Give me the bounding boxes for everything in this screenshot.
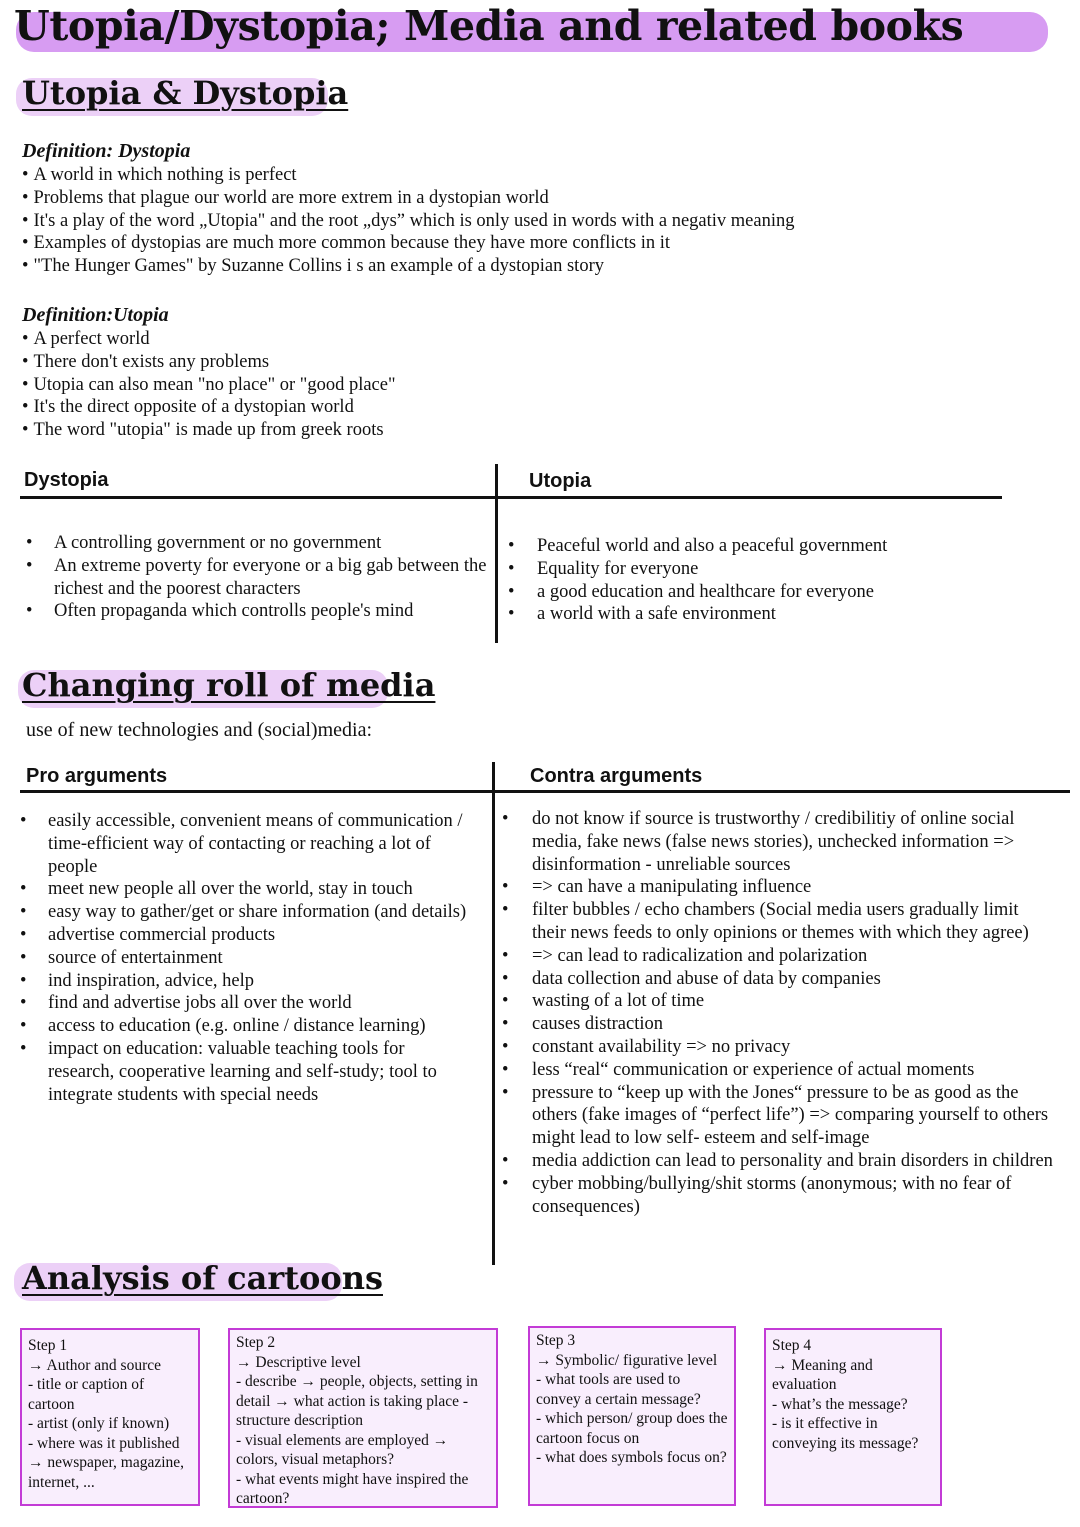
step-line: - what’s the message? [772, 1395, 908, 1413]
list-item: • Peaceful world and also a peaceful government [500, 535, 1060, 558]
page-title: Utopia/Dystopia; Media and related books [14, 2, 964, 50]
list-item: • source of entertainment [22, 947, 472, 970]
dystopia-definition [22, 140, 1002, 278]
table-header-contra: Contra arguments [530, 765, 703, 787]
definition-list [22, 164, 1002, 278]
list-item: • Examples of dystopias are much more common because they have more conflicts in it [22, 232, 1002, 255]
cartoon-step-4 [764, 1328, 942, 1506]
list-item: • a good education and healthcare for everyone [500, 581, 1060, 604]
list-item: • meet new people all over the world, stay in touch [22, 878, 472, 901]
list-item: • Often propaganda which controlls people's mind [22, 600, 494, 623]
list-item: • causes distraction [496, 1013, 1056, 1036]
definition-title: Definition: Dystopia [22, 140, 191, 162]
pro-arguments-list [22, 810, 472, 1106]
step-line: - artist (only if known) [28, 1415, 170, 1432]
definition-title: Definition:Utopia [22, 304, 169, 326]
table-header-pro: Pro arguments [26, 765, 168, 787]
list-item: • easy way to gather/get or share information (and details) [22, 901, 472, 924]
utopia-definition [22, 304, 1002, 442]
table-divider-vertical [492, 762, 495, 1265]
list-item: • It's the direct opposite of a dystopian world [22, 396, 1002, 419]
list-item: • impact on education: valuable teaching tools for research, cooperative learning and self-study; tool to integrate students with special needs [22, 1038, 472, 1106]
step-line: → Symbolic/ figurative level [536, 1351, 718, 1369]
cartoon-step-3 [528, 1326, 736, 1506]
list-item: • filter bubbles / echo chambers (Social media users gradually limit their news feeds to only opinions or themes with which they agree) [496, 899, 1056, 945]
step-title: Step 3 [536, 1332, 576, 1349]
step-line: - title or caption of cartoon [28, 1376, 145, 1413]
section-heading-cartoons: Analysis of cartoons [22, 1259, 383, 1297]
list-item: • Problems that plague our world are more extrem in a dystopian world [22, 187, 1002, 210]
list-item: • wasting of a lot of time [496, 990, 1056, 1013]
list-item: • The word "utopia" is made up from greek roots [22, 419, 1002, 442]
dystopia-traits-list [22, 532, 494, 623]
list-item: • Equality for everyone [500, 558, 1060, 581]
step-line: - describe → people, objects, setting in detail → what action is taking place - structure description [236, 1373, 478, 1429]
step-title: Step 1 [28, 1337, 68, 1354]
table-divider-horizontal [20, 790, 1070, 793]
table-header-dystopia: Dystopia [24, 469, 109, 491]
step-line: - what events might have inspired the cartoon? [236, 1470, 469, 1507]
step-line: - where was it published [28, 1434, 180, 1452]
table-header-utopia: Utopia [529, 470, 592, 492]
step-line: → Author and source [28, 1356, 162, 1374]
step-title: Step 2 [236, 1334, 276, 1351]
definition-list [22, 328, 1002, 442]
list-item: • A world in which nothing is perfect [22, 164, 1002, 187]
list-item: • => can lead to radicalization and polarization [496, 945, 1056, 968]
list-item: • do not know if source is trustworthy / credibilitiy of online social media, fake news (false news stories), unchecked information => disinformation - unreliable sources [496, 808, 1056, 876]
list-item: • easily accessible, convenient means of communication / time-efficient way of contacting or reaching a lot of people [22, 810, 472, 878]
cartoon-step-2 [228, 1328, 498, 1508]
list-item: • A perfect world [22, 328, 1002, 351]
step-title: Step 4 [772, 1337, 812, 1354]
list-item: • pressure to “keep up with the Jones“ pressure to be as good as the others (fake images of “perfect life”) => comparing yourself to others might lead to low self- esteem and self-image [496, 1082, 1056, 1150]
list-item: • cyber mobbing/bullying/shit storms (anonymous; with no fear of consequences) [496, 1173, 1056, 1219]
step-line: - visual elements are employed → colors, visual metaphors? [236, 1431, 449, 1468]
list-item: • => can have a manipulating influence [496, 876, 1056, 899]
cartoon-step-1 [20, 1328, 200, 1506]
list-item: • find and advertise jobs all over the world [22, 992, 472, 1015]
step-line: - is it effective in conveying its message? [772, 1415, 919, 1452]
table-divider-horizontal [20, 496, 1002, 499]
section-heading-media: Changing roll of media [22, 666, 436, 704]
step-line: → newspaper, magazine, internet, ... [28, 1454, 185, 1491]
step-line: → Descriptive level [236, 1353, 361, 1371]
list-item: • constant availability => no privacy [496, 1036, 1056, 1059]
media-intro: use of new technologies and (social)media: [26, 719, 372, 741]
list-item: • An extreme poverty for everyone or a big gab between the richest and the poorest characters [22, 555, 494, 601]
section-heading-utopia-dystopia: Utopia & Dystopia [22, 74, 349, 112]
list-item: • data collection and abuse of data by companies [496, 968, 1056, 991]
step-line: → Meaning and evaluation [772, 1356, 873, 1393]
list-item: • access to education (e.g. online / distance learning) [22, 1015, 472, 1038]
list-item: • There don't exists any problems [22, 351, 1002, 374]
step-line: - which person/ group does the cartoon focus on [536, 1410, 728, 1447]
list-item: • advertise commercial products [22, 924, 472, 947]
list-item: • a world with a safe environment [500, 603, 1060, 626]
list-item: • A controlling government or no government [22, 532, 494, 555]
list-item: • ind inspiration, advice, help [22, 970, 472, 993]
contra-arguments-list [496, 808, 1056, 1218]
table-divider-vertical [495, 464, 498, 643]
list-item: • It's a play of the word „Utopia" and the root „dys” which is only used in words with a negativ meaning [22, 210, 1002, 233]
utopia-traits-list [500, 535, 1060, 626]
list-item: • less “real“ communication or experience of actual moments [496, 1059, 1056, 1082]
list-item: • media addiction can lead to personality and brain disorders in children [496, 1150, 1056, 1173]
step-line: - what tools are used to convey a certain message? [536, 1371, 701, 1408]
list-item: • Utopia can also mean "no place" or "good place" [22, 374, 1002, 397]
step-line: - what does symbols focus on? [536, 1449, 727, 1466]
list-item: • "The Hunger Games" by Suzanne Collins i s an example of a dystopian story [22, 255, 1002, 278]
